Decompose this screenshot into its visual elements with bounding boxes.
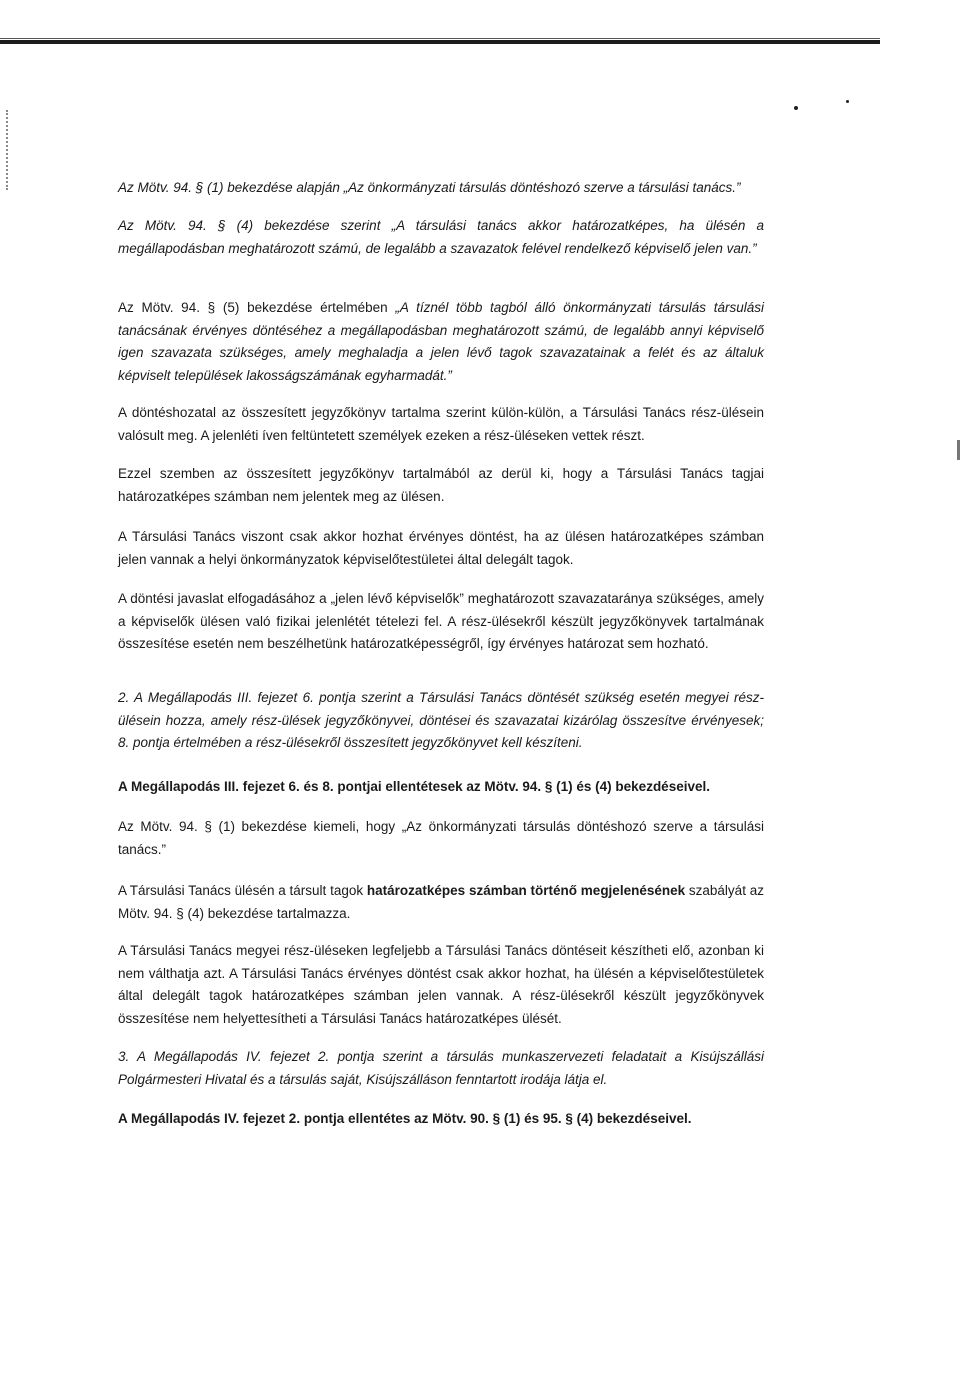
paragraph-11-tail: szabályát az Mötv. 94. § (4) bekezdése tartalmazza. xyxy=(118,883,764,921)
paragraph-11-bold: határozatképes számban történő megjelenésének xyxy=(366,883,686,898)
paragraph-14 xyxy=(118,1108,764,1131)
paragraph-7-text: A döntési javaslat elfogadásához a „jelen lévő képviselők” meghatározott szavazataránya szükséges, amely a képviselők ülésen való fizikai jelenlétét tételezi fel. A rész-ülésekről készült jegyzőkönyvek tartalmának összesítése esetén nem beszélhetünk határozatképességről, így érvényes határozat sem hozható. xyxy=(118,591,764,651)
paragraph-6-text: A Társulási Tanács viszont csak akkor hozhat érvényes döntést, ha az ülésen határozatképes számban jelen vannak a helyi önkormányzatok képviselőtestületei által delegált tagok. xyxy=(118,529,764,567)
paragraph-13 xyxy=(118,1046,764,1091)
scan-speck xyxy=(794,106,798,110)
top-scan-rule xyxy=(0,40,880,44)
paragraph-13-text: 3. A Megállapodás IV. fejezet 2. pontja szerint a társulás munkaszervezeti feladatait a Kisújszállási Polgármesteri Hivatal és a társulás saját, Kisújszálláson fenntartott irodája látja el. xyxy=(118,1049,764,1087)
paragraph-8-text: 2. A Megállapodás III. fejezet 6. pontja szerint a Társulási Tanács döntését szükség esetén megyei rész-ülésein hozza, amely rész-ülések jegyzőkönyvei, döntései és szavazatai kizárólag összesítve érvényesek; 8. pontja értelmében a rész-ülésekről összesített jegyzőkönyvet kell készíteni. xyxy=(118,690,764,750)
top-rule-thin xyxy=(0,38,880,39)
paragraph-12-text: A Társulási Tanács megyei rész-üléseken legfeljebb a Társulási Tanács döntéseit készítheti elő, azonban ki nem válthatja azt. A Társulási Tanács érvényes döntést csak akkor hozhat, ha ülésén a képviselőtestületek által delegált tagok határozatképes számban jelen vannak. A rész-ülésekről készült jegyzőkönyvek összesítése nem helyettesítheti a Társulási Tanács határozatképes ülését. xyxy=(118,943,764,1026)
paragraph-11-lead: A Társulási Tanács ülésén a társult tagok xyxy=(118,883,367,898)
paragraph-9-text: A Megállapodás III. fejezet 6. és 8. pontjai ellentétesek az Mötv. 94. § (1) és (4) bekezdéseivel. xyxy=(118,779,710,794)
paragraph-1 xyxy=(118,177,764,200)
paragraph-1-text: Az Mötv. 94. § (1) bekezdése alapján „Az önkormányzati társulás döntéshozó szerve a társulási tanács.” xyxy=(118,180,741,195)
paragraph-7 xyxy=(118,588,764,656)
paragraph-8 xyxy=(118,687,764,755)
paragraph-14-text: A Megállapodás IV. fejezet 2. pontja ellentétes az Mötv. 90. § (1) és 95. § (4) bekezdéseivel. xyxy=(118,1111,692,1126)
paragraph-2-text: Az Mötv. 94. § (4) bekezdése szerint „A társulási tanács akkor határozatképes, ha ülésén a megállapodásban meghatározott számú, de legalább a szavazatok felével rendelkező képviselő jelen van.” xyxy=(118,218,764,256)
scan-speck xyxy=(846,100,849,103)
paragraph-4-text: A döntéshozatal az összesített jegyzőkönyv tartalma szerint külön-külön, a Társulási Tanács rész-ülésein valósult meg. A jelenléti íven feltüntetett személyek ezeken a rész-üléseken vettek részt. xyxy=(118,405,764,443)
paragraph-9 xyxy=(118,776,764,799)
paragraph-5-text: Ezzel szemben az összesített jegyzőkönyv tartalmából az derül ki, hogy a Társulási Tanács tagjai határozatképes számban nem jelentek meg az ülésen. xyxy=(118,466,764,504)
paragraph-12 xyxy=(118,940,764,1030)
paragraph-6 xyxy=(118,526,764,571)
paragraph-4 xyxy=(118,402,764,447)
paragraph-3-lead: Az Mötv. 94. § (5) bekezdése értelmében xyxy=(118,300,396,315)
paragraph-11 xyxy=(118,880,764,925)
paragraph-10 xyxy=(118,816,764,861)
paragraph-10-text: Az Mötv. 94. § (1) bekezdése kiemeli, hogy „Az önkormányzati társulás döntéshozó szerve a társulási tanács.” xyxy=(118,819,764,857)
paragraph-2 xyxy=(118,215,764,260)
left-margin-marks xyxy=(6,110,11,190)
paragraph-3 xyxy=(118,297,764,387)
paragraph-3-quote: „A tíznél több tagból álló önkormányzati társulás társulási tanácsának érvényes döntéséhez a megállapodásban meghatározott számú, de legalább annyi képviselő igen szavazata szükséges, amely meghaladja a jelen lévő tagok szavazatainak a felét és az általuk képviselt települések lakosságszámának egyharmadát.” xyxy=(118,300,765,383)
paragraph-5 xyxy=(118,463,764,508)
